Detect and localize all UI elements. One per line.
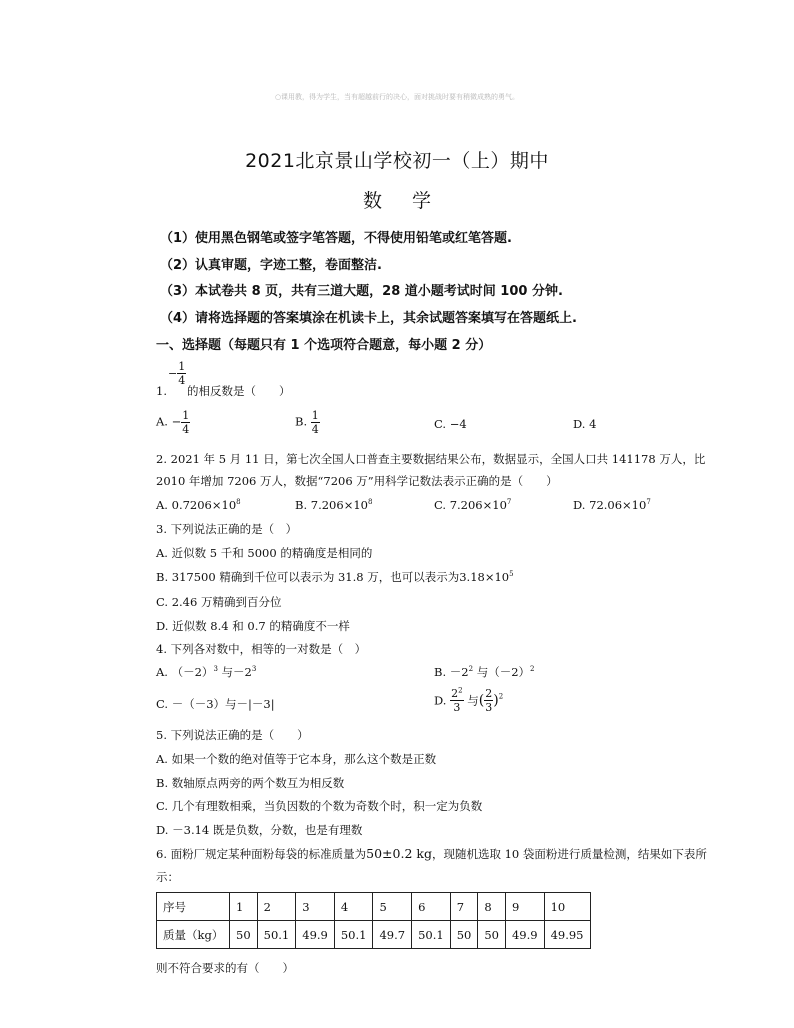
q1-option-d: D. 4: [573, 417, 597, 431]
q4-option-c: C. －（－3）与－|－3|: [156, 697, 275, 711]
q2-line-2: 2010 年增加 7206 万人，数据“7206 万”用科学记数法表示正确的是（ ）: [156, 474, 558, 488]
q1-fraction: − $\frac{1}{4}$: [168, 360, 186, 387]
table-cell: 49.9: [296, 921, 335, 949]
q4-stem: 4. 下列各对数中，相等的一对数是（ ）: [156, 642, 367, 656]
table-cell: 50: [450, 921, 478, 949]
instruction-1: （1）使用黑色钢笔或签字笔答题，不得使用铅笔或红笔答题.: [160, 231, 512, 246]
table-cell: 5: [373, 893, 412, 921]
q6-line-1: 6. 面粉厂规定某种面粉每袋的标准质量为50±0.2 kg，现随机选取 10 袋面粉进行质量检测，结果如下表所: [156, 846, 707, 861]
table-cell: 49.9: [505, 921, 544, 949]
q6-line-2: 示：: [156, 870, 179, 884]
header-note: ○课用教，得为学生，当有超越前行的决心，面对挑战时要有稍微成熟的勇气。: [274, 93, 520, 101]
q2-line-1: 2. 2021 年 5 月 11 日，第七次全国人口普查主要数据结果公布，数据显示，全国人口共 141178 万人，比: [156, 452, 706, 466]
q3-stem: 3. 下列说法正确的是（ ）: [156, 522, 298, 536]
q3-option-a: A. 近似数 5 千和 5000 的精确度是相同的: [156, 546, 373, 560]
mass-table: [156, 892, 591, 949]
q1-option-b: B. $\frac{1}{4}$: [295, 409, 319, 436]
table-cell: 4: [334, 893, 373, 921]
q4-option-b: B. $-2^2$ 与$(-2)^2$: [434, 665, 535, 679]
table-cell: 50.1: [412, 921, 451, 949]
table-cell: 50: [478, 921, 506, 949]
instruction-3: （3）本试卷共 8 页，共有三道大题，28 道小题考试时间 100 分钟.: [160, 284, 563, 299]
table-cell: 3: [296, 893, 335, 921]
table-cell: 7: [450, 893, 478, 921]
q3-option-b: B. 317500 精确到千位可以表示为 31.8 万，也可以表示为$3.18\times 10^5$: [156, 570, 514, 584]
table-cell: 49.7: [373, 921, 412, 949]
subject-title: 数学: [362, 190, 461, 212]
q1-option-a: A. − $\frac{1}{4}$: [156, 409, 190, 436]
table-cell: 50.1: [334, 921, 373, 949]
q2-option-d: D. $72.06\times 10^7$: [573, 498, 651, 512]
q1-option-c: C. −4: [434, 417, 467, 431]
q4-option-d: D. $\frac{2^2}{3}$ 与( $\frac{2}{3}$ )$^2$: [434, 686, 504, 714]
table-row: [157, 921, 591, 949]
q2-option-c: C. $7.206\times 10^7$: [434, 498, 512, 512]
q1-stem: 1. 的相反数是（ ）: [156, 384, 291, 398]
q3-option-d: D. 近似数 8.4 和 0.7 的精确度不一样: [156, 619, 350, 633]
q5-stem: 5. 下列说法正确的是（ ）: [156, 728, 309, 742]
table-cell: 50: [230, 921, 258, 949]
q4-option-a: A. $(-2)^3$ 与$-2^3$: [156, 665, 257, 679]
table-row: [157, 893, 591, 921]
table-header-cell: 质量（kg）: [157, 921, 230, 949]
instruction-4: （4）请将选择题的答案填涂在机读卡上，其余试题答案填写在答题纸上.: [160, 311, 577, 326]
q5-option-a: A. 如果一个数的绝对值等于它本身，那么这个数是正数: [156, 752, 437, 766]
q2-option-b: B. $7.206\times 10^8$: [295, 498, 373, 512]
q5-option-b: B. 数轴原点两旁的两个数互为相反数: [156, 776, 345, 790]
q5-option-d: D. －3.14 既是负数，分数，也是有理数: [156, 823, 363, 837]
page-title: 2021北京景山学校初一（上）期中: [245, 150, 549, 172]
q5-option-c: C. 几个有理数相乘，当负因数的个数为奇数个时，积一定为负数: [156, 799, 483, 813]
table-cell: 49.95: [544, 921, 590, 949]
table-cell: 10: [544, 893, 590, 921]
table-cell: 8: [478, 893, 506, 921]
q2-option-a: A. $0.7206\times 10^8$: [156, 498, 241, 512]
q3-option-c: C. 2.46 万精确到百分位: [156, 595, 282, 609]
instruction-2: （2）认真审题，字迹工整，卷面整洁.: [160, 258, 382, 273]
q6-after: 则不符合要求的有（ ）: [156, 961, 294, 975]
section-heading: 一、选择题（每题只有 1 个选项符合题意，每小题 2 分）: [156, 338, 492, 353]
table-cell: 1: [230, 893, 258, 921]
table-cell: 9: [505, 893, 544, 921]
table-cell: 2: [257, 893, 296, 921]
table-cell: 50.1: [257, 921, 296, 949]
table-header-cell: 序号: [157, 893, 230, 921]
table-cell: 6: [412, 893, 451, 921]
